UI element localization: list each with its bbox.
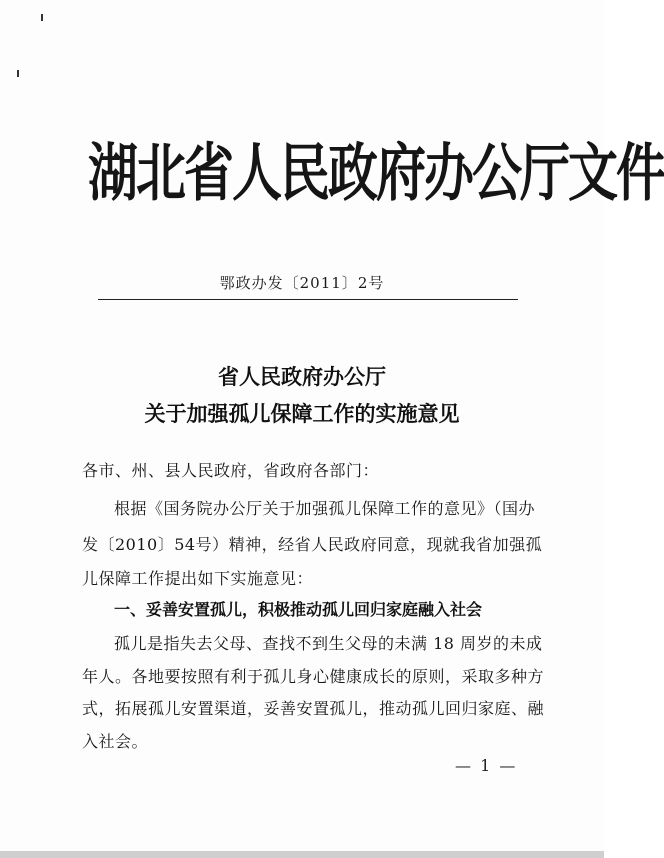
intro-line: 发〔2010〕54号）精神，经省人民政府同意，现就我省加强孤 — [82, 535, 543, 554]
section-line: 式，拓展孤儿安置渠道，妥善安置孤儿，推动孤儿回归家庭、融 — [82, 699, 545, 718]
scan-bottom-edge — [0, 851, 604, 858]
section-line: 入社会。 — [82, 732, 149, 751]
issuer-header: 湖北省人民政府办公厅文件 — [88, 135, 664, 210]
header-divider — [98, 299, 518, 300]
section-heading: 一、妥善安置孤儿，积极推动孤儿回归家庭融入社会 — [114, 600, 483, 619]
salutation: 各市、州、县人民政府，省政府各部门： — [82, 461, 380, 480]
document-title-line-2: 关于加强孤儿保障工作的实施意见 — [144, 401, 460, 426]
section-line: 年人。各地要按照有利于孤儿身心健康成长的原则，采取多种方 — [82, 667, 545, 686]
intro-line: 根据《国务院办公厅关于加强孤儿保障工作的意见》（国办 — [114, 499, 536, 518]
scan-speck — [41, 14, 43, 21]
intro-line: 儿保障工作提出如下实施意见： — [82, 569, 314, 588]
document-title-line-1: 省人民政府办公厅 — [218, 364, 386, 389]
page-number: — 1 — — [455, 756, 518, 775]
document-number: 鄂政办发〔2011〕2号 — [219, 274, 385, 292]
scan-speck — [17, 70, 19, 77]
section-line: 孤儿是指失去父母、查找不到生父母的未满 18 周岁的未成 — [114, 634, 543, 653]
